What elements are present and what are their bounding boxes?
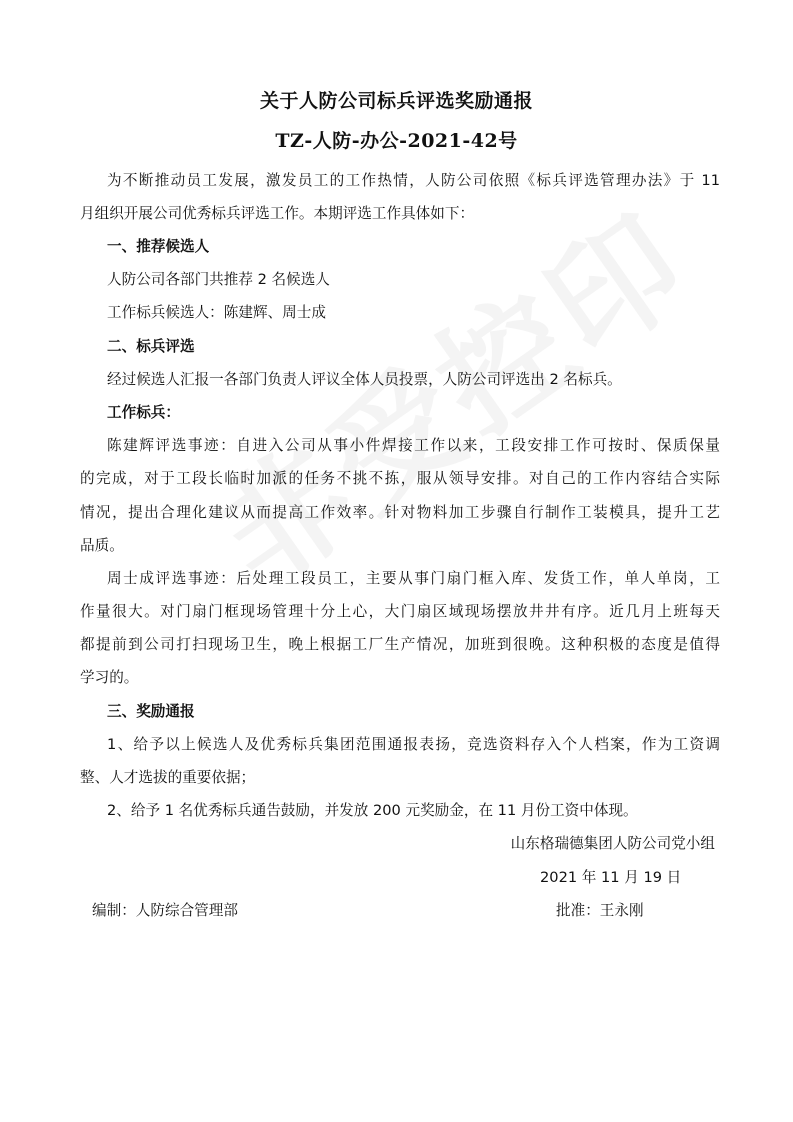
selection-text: 经过候选人汇报一各部门负责人评议全体人员投票，人防公司评选出 2 名标兵。 (107, 371, 622, 388)
chen-deeds-line: 的完成，对于工段长临时加派的任务不挑不拣，服从领导安排。对自己的工作内容结合实际 (80, 470, 720, 487)
signature-date: 2021 年 11 月 19 日 (540, 869, 682, 886)
candidates-names: 工作标兵候选人：陈建辉、周士成 (107, 304, 326, 321)
chen-deeds-line: 品质。 (80, 537, 124, 554)
zhou-deeds-line: 学习的。 (80, 669, 139, 686)
chen-deeds-line: 陈建辉评选事迹：自进入公司从事小件焊接工作以来，工段安排工作可按时、保质保量 (107, 437, 720, 454)
work-model-subheading: 工作标兵： (107, 404, 180, 421)
candidates-text: 人防公司各部门共推荐 2 名候选人 (107, 271, 330, 288)
reward-line: 2、给予 1 名优秀标兵通告鼓励，并发放 200 元奖励金，在 11 月份工资中体现。 (107, 802, 638, 819)
zhou-deeds-line: 都提前到公司打扫现场卫生，晚上根据工厂生产情况，加班到很晚。这种积极的态度是值得 (80, 636, 720, 653)
section-heading-selection: 二、标兵评选 (107, 338, 195, 355)
section-heading-candidates: 一、推荐候选人 (107, 238, 210, 255)
section-heading-reward: 三、奖励通报 (107, 703, 195, 720)
chen-deeds-line: 情况，提出合理化建议从而提高工作效率。针对物料加工步骤自行制作工装模具，提升工艺 (80, 504, 720, 521)
intro-paragraph-line: 为不断推动员工发展，激发员工的工作热情，人防公司依照《标兵评选管理办法》于 11 (107, 172, 720, 189)
zhou-deeds-line: 周士成评选事迹：后处理工段员工，主要从事门扇门框入库、发货工作，单人单岗，工 (107, 570, 720, 587)
reward-line: 1、给予以上候选人及优秀标兵集团范围通报表扬，竞选资料存入个人档案，作为工资调 (107, 736, 720, 753)
approved-by: 批准：王永刚 (556, 902, 644, 919)
zhou-deeds-line: 作量很大。对门扇门框现场管理十分上心，大门扇区域现场摆放井井有序。近几月上班每天 (80, 603, 720, 620)
compiled-by: 编制：人防综合管理部 (92, 902, 238, 919)
document-title: 关于人防公司标兵评选奖励通报 (259, 90, 533, 112)
document-number: TZ-人防-办公-2021-42号 (275, 130, 518, 152)
signature-organization: 山东格瑞德集团人防公司党小组 (510, 835, 715, 852)
intro-paragraph-line: 月组织开展公司优秀标兵评选工作。本期评选工作具体如下： (80, 205, 475, 222)
reward-line: 整、人才选拔的重要依据； (80, 769, 256, 786)
